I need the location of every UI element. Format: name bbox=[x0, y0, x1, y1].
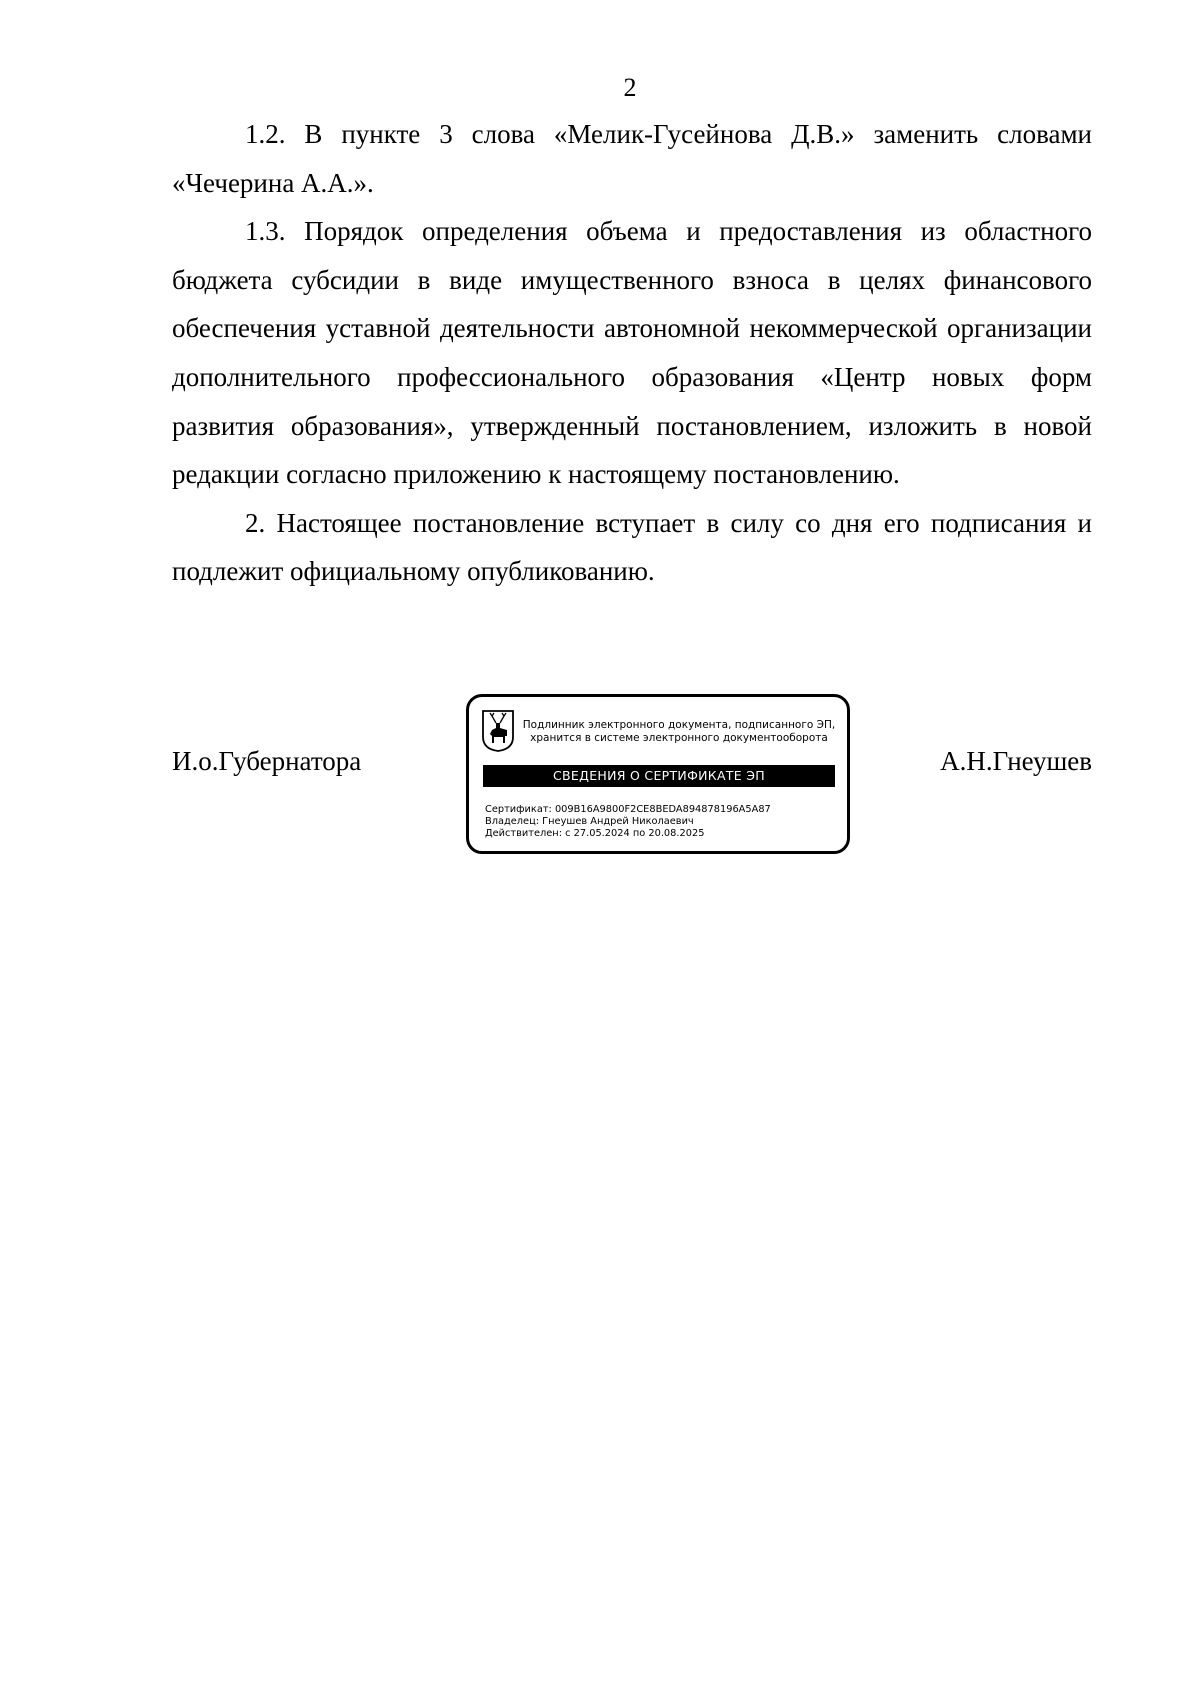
paragraph-1-3: 1.3. Порядок определения объема и предоставления из областного бюджета субсидии в виде имущественного взноса в целях финансового обеспечения уставной деятельности автономной некоммерческой организации дополнительного профессионального образования «Центр новых форм развития образования», утвержденный постановлением, изложить в новой редакции согласно приложению к настоящему постановлению. bbox=[172, 216, 1092, 490]
document-body bbox=[172, 110, 1092, 596]
certificate-validity: Действителен: с 27.05.2024 по 20.08.2025 bbox=[485, 828, 705, 839]
stamp-header-line-2: хранится в системе электронного документооборота bbox=[530, 732, 828, 744]
stamp-header bbox=[519, 719, 839, 745]
stamp-details bbox=[485, 804, 840, 840]
certificate-owner: Владелец: Гнеушев Андрей Николаевич bbox=[485, 816, 694, 827]
page-number: 2 bbox=[623, 73, 637, 102]
deer-coat-of-arms-icon bbox=[481, 709, 515, 753]
paragraph-1-2: 1.2. В пункте 3 слова «Мелик-Гусейнова Д.В.» заменить словами «Чечерина А.А.». bbox=[172, 119, 1092, 198]
paragraph-2: 2. Настоящее постановление вступает в силу со дня его подписания и подлежит официальному опубликованию. bbox=[172, 507, 1092, 587]
signer-name: А.Н.Гнеушев bbox=[940, 746, 1092, 776]
electronic-signature-stamp bbox=[466, 694, 850, 854]
stamp-banner: СВЕДЕНИЯ О СЕРТИФИКАТЕ ЭП bbox=[483, 765, 835, 787]
certificate-number: Сертификат: 009B16A9800F2CE8BEDA894878196A5A87 bbox=[485, 804, 771, 815]
signer-title: И.о.Губернатора bbox=[172, 746, 362, 776]
stamp-header-line-1: Подлинник электронного документа, подписанного ЭП, bbox=[522, 719, 836, 731]
